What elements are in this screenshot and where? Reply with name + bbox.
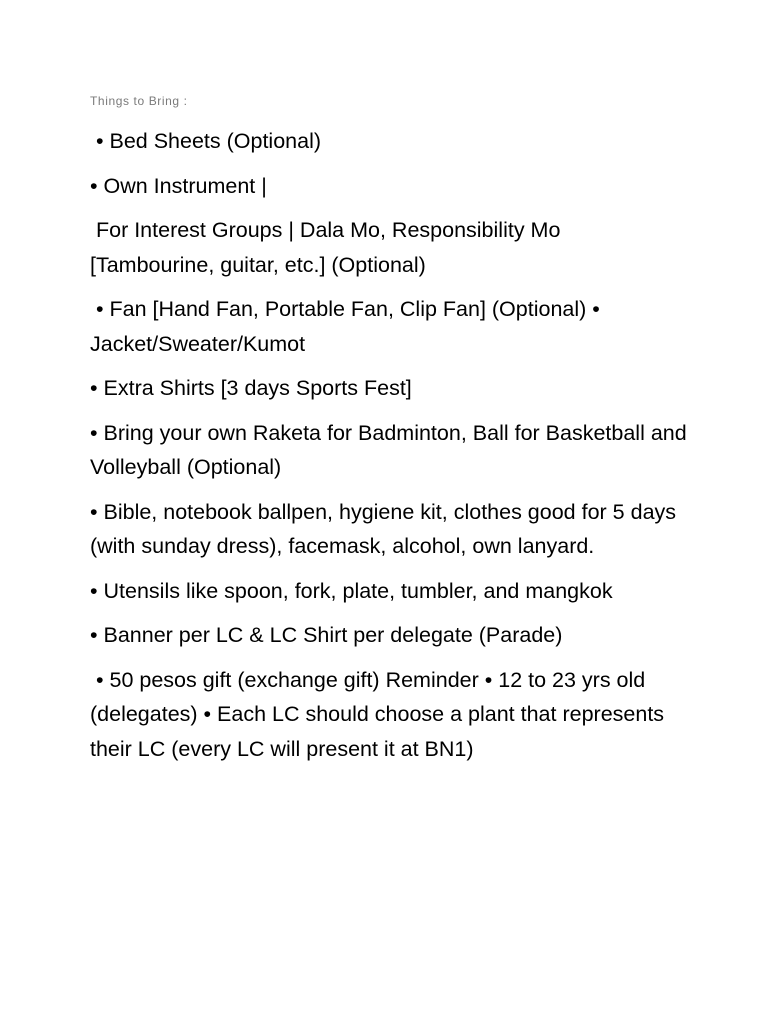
list-item-own-instrument: • Own Instrument |	[90, 173, 267, 198]
list-item-personal-items: • Bible, notebook ballpen, hygiene kit, clothes good for 5 days (with sunday dress), facemask, alcohol, own lanyard.	[90, 499, 683, 558]
list-item-fan-jacket: • Fan [Hand Fan, Portable Fan, Clip Fan] (Optional) • Jacket/Sweater/Kumot	[90, 297, 606, 356]
list-item-sports-equipment: • Bring your own Raketa for Badminton, Ball for Basketball and Volleyball (Optional)	[90, 420, 693, 479]
list-item-banner-shirt: • Banner per LC & LC Shirt per delegate (Parade)	[90, 623, 563, 647]
things-to-bring-list	[90, 124, 693, 776]
list-item-utensils: • Utensils like spoon, fork, plate, tumbler, and mangkok	[90, 578, 613, 603]
list-item-extra-shirts: • Extra Shirts [3 days Sports Fest]	[90, 376, 412, 400]
list-item-bed-sheets: • Bed Sheets (Optional)	[90, 129, 322, 153]
list-item-interest-groups: For Interest Groups | Dala Mo, Responsibility Mo [Tambourine, guitar, etc.] (Optional)	[90, 218, 567, 277]
section-heading: Things to Bring :	[90, 94, 188, 108]
list-item-gift-reminder: • 50 pesos gift (exchange gift) Reminder • 12 to 23 yrs old (delegates) • Each LC should choose a plant that represents their LC (every LC will present it at BN1)	[90, 667, 671, 761]
